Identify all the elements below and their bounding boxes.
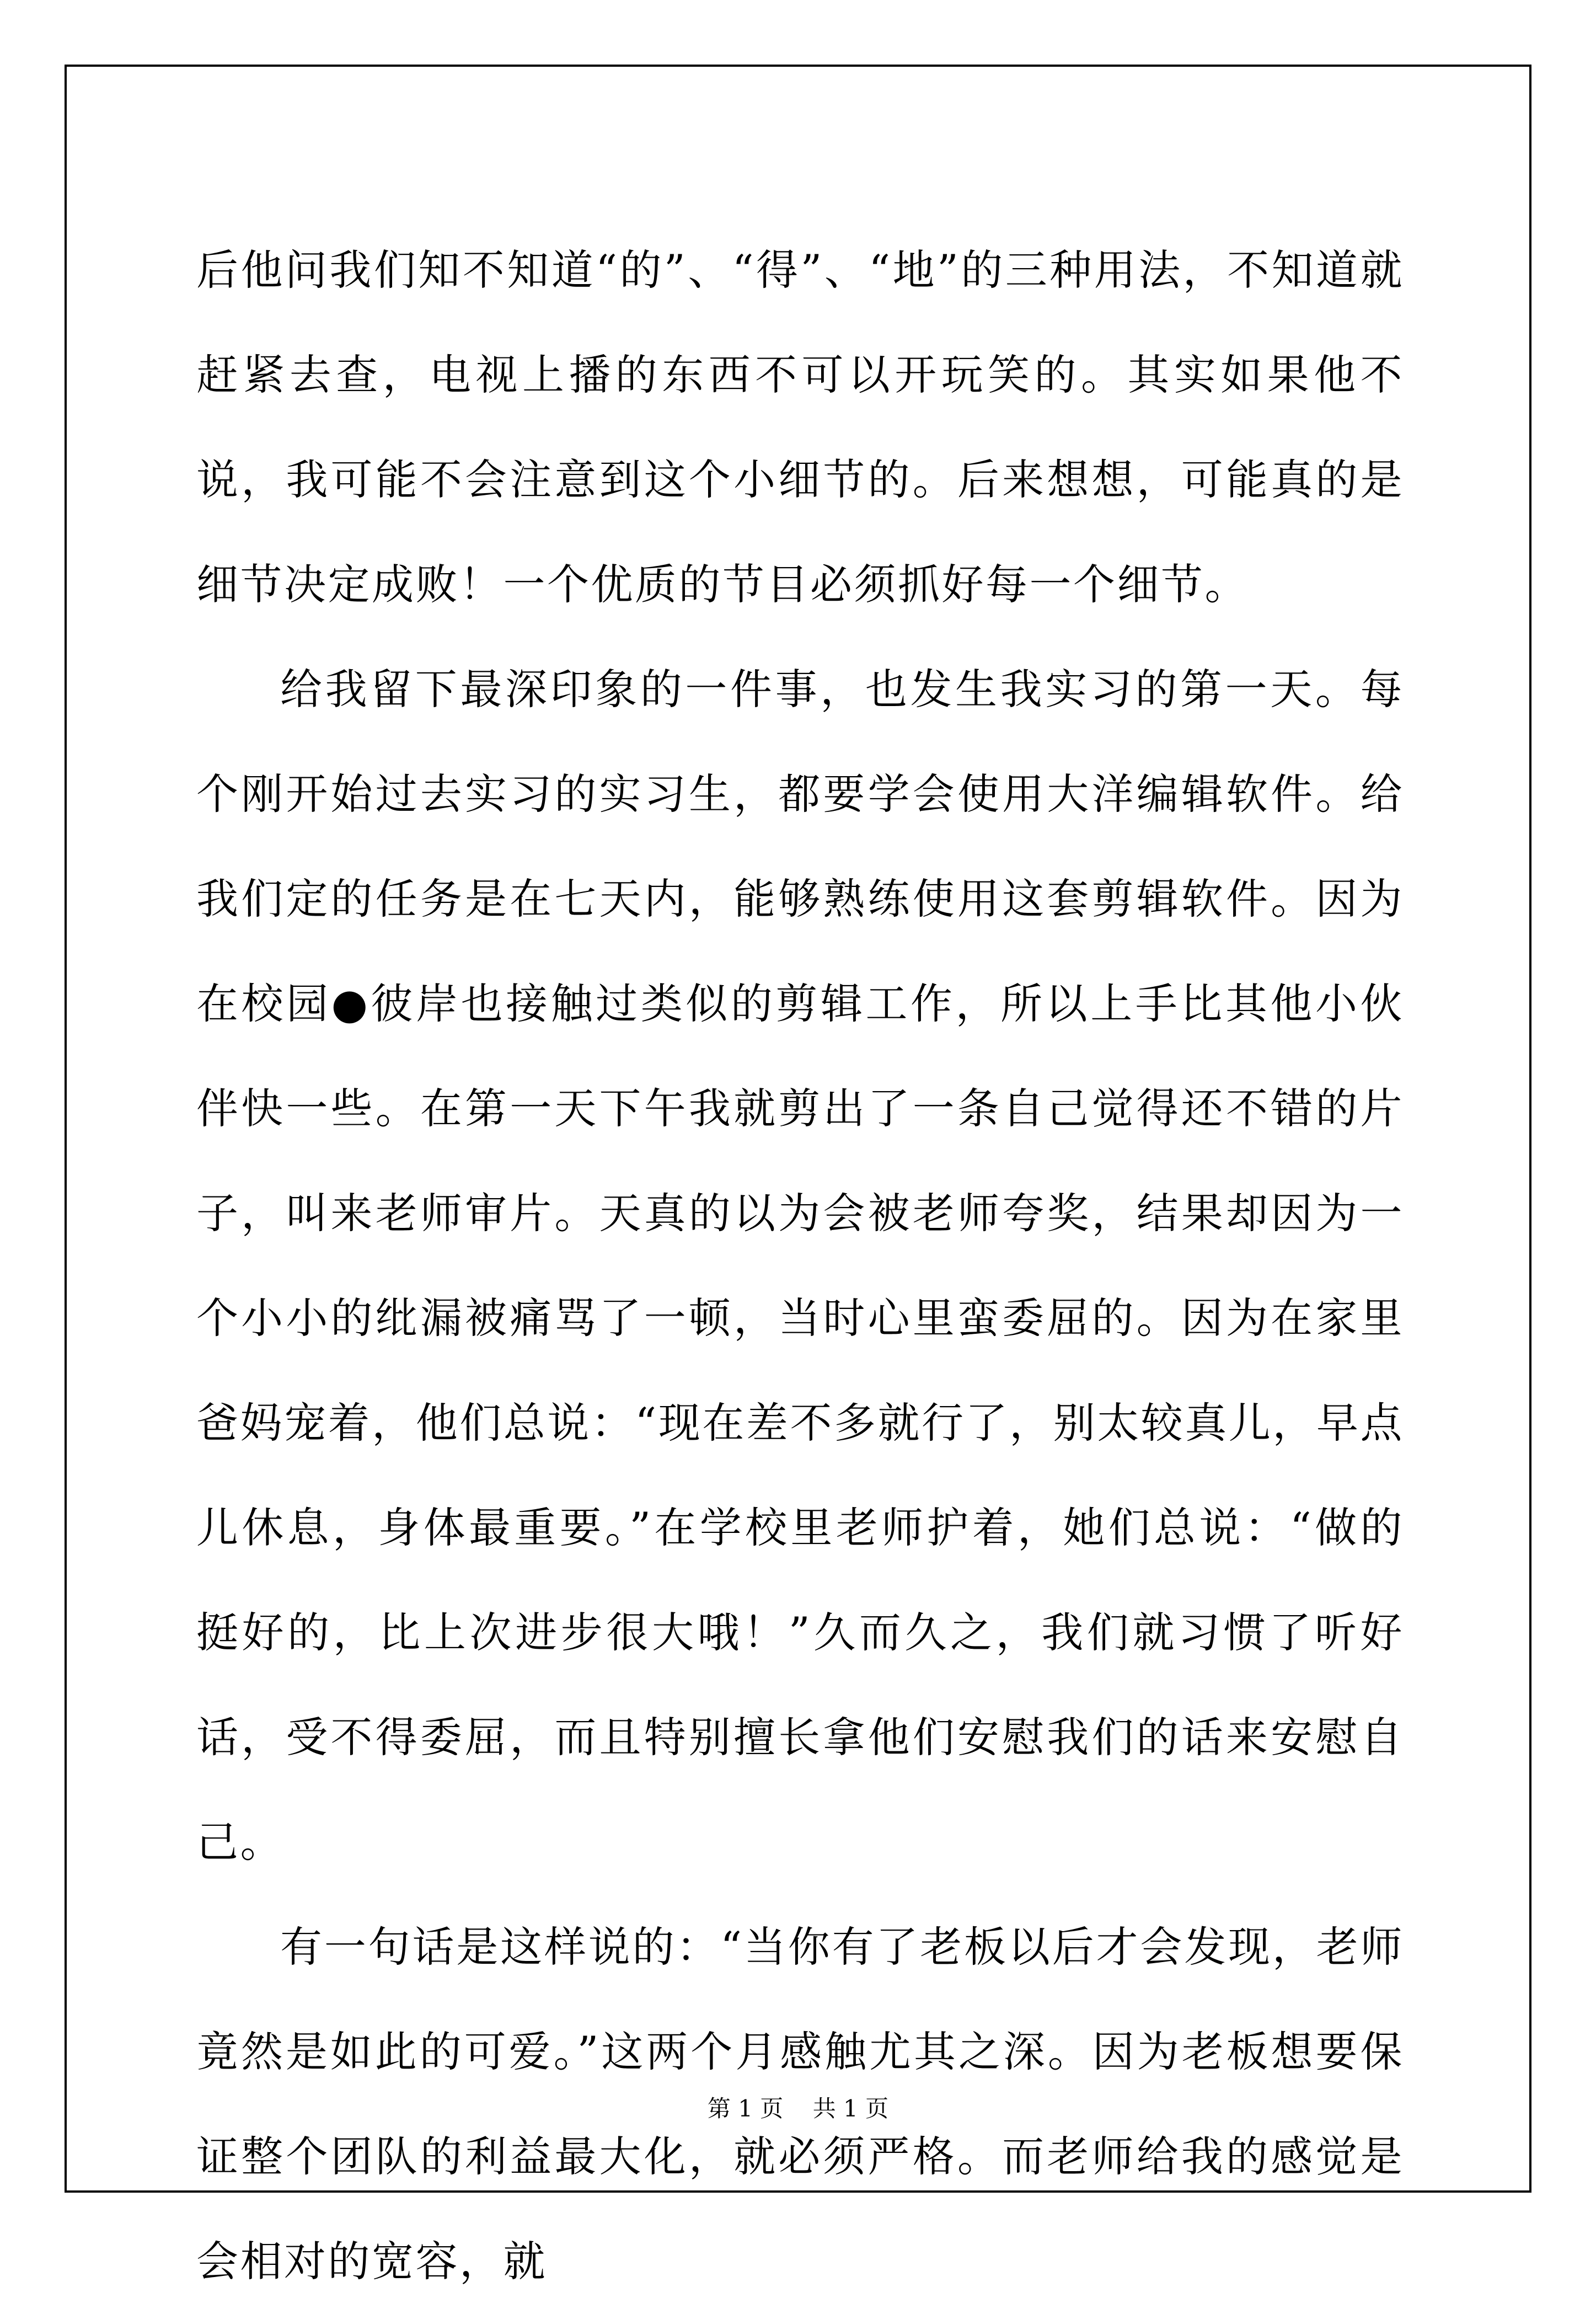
total-pages: 共 1 页	[812, 2095, 889, 2122]
paragraph-2: 给我留下最深印象的一件事，也发生我实习的第一天。每个刚开始过去实习的实习生，都要学会使用大洋编辑软件。给我们定的任务是在七天内，能够熟练使用这套剪辑软件。因为在校园●彼岸也接触过类似的剪辑工作，所以上手比其他小伙伴快一些。在第一天下午我就剪出了一条自己觉得还不错的片子，叫来老师审片。天真的以为会被老师夸奖，结果却因为一个小小的纰漏被痛骂了一顿，当时心里蛮委屈的。因为在家里爸妈宠着，他们总说：“现在差不多就行了，别太较真儿，早点儿休息，身体最重要。”在学校里老师护着，她们总说：“做的挺好的，比上次进步很大哦！”久而久之，我们就习惯了听好话，受不得委屈，而且特别擅长拿他们安慰我们的话来安慰自己。	[196, 665, 1404, 1867]
document-body	[196, 218, 1404, 2314]
page-number: 第 1 页	[707, 2095, 784, 2122]
paragraph-1: 后他问我们知不知道“的”、“得”、“地”的三种用法，不知道就赶紧去查，电视上播的东西不可以开玩笑的。其实如果他不说，我可能不会注意到这个小细节的。后来想想，可能真的是细节决定成败！一个优质的节目必须抓好每一个细节。	[196, 245, 1404, 609]
page-footer	[0, 2091, 1596, 2124]
paragraph-3: 有一句话是这样说的：“当你有了老板以后才会发现，老师竟然是如此的可爱。”这两个月感触尤其之深。因为老板想要保证整个团队的利益最大化，就必须严格。而老师给我的感觉是会相对的宽容，就	[196, 1922, 1404, 2286]
